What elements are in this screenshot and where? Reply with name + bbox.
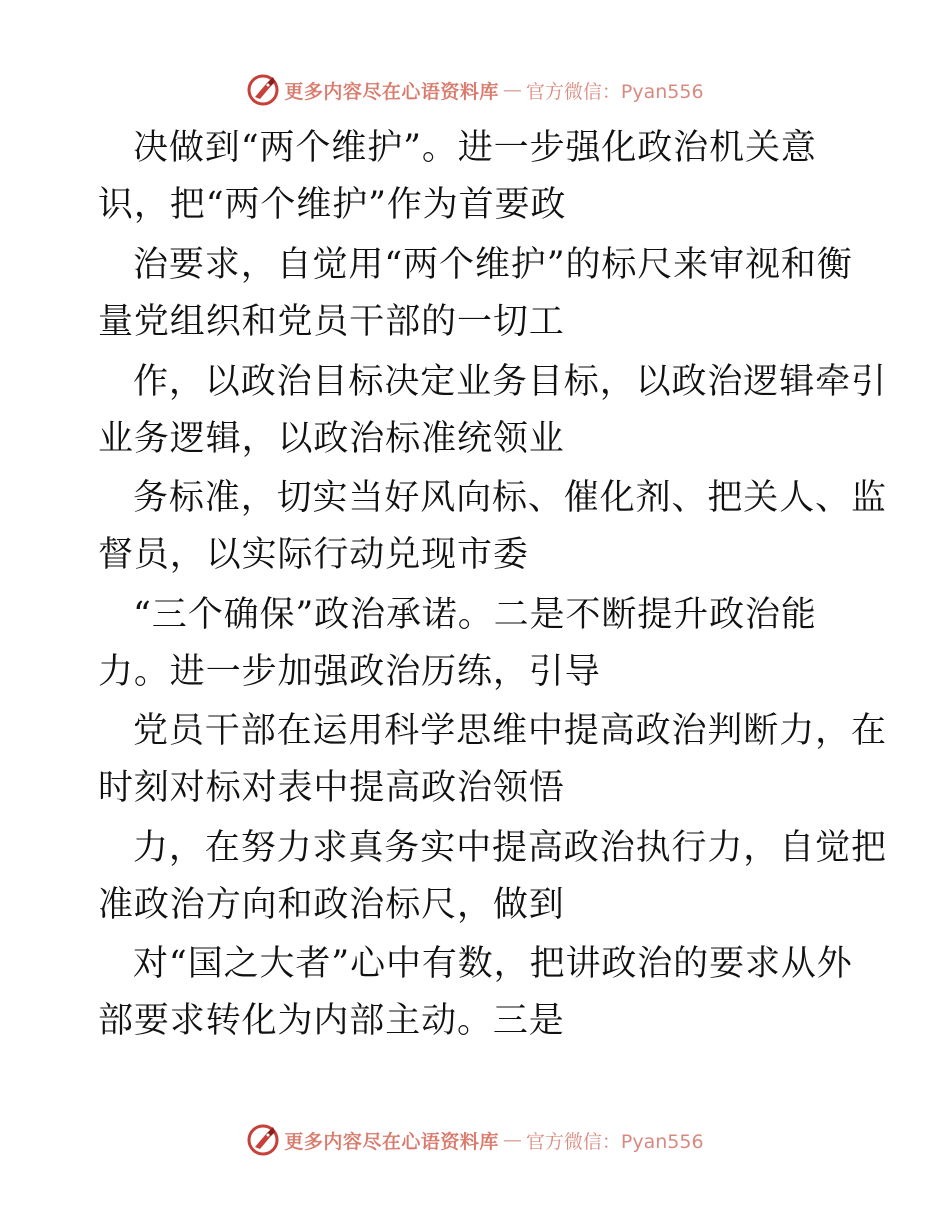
body-line: 务标准，切实当好风向标、催化剂、把关人、监 <box>133 478 887 518</box>
body-line: 决做到“两个维护”。进一步强化政治机关意 <box>133 128 817 168</box>
body-line: 时刻对标对表中提高政治领悟 <box>98 768 565 808</box>
body-line: 治要求，自觉用“两个维护”的标尺来审视和衡 <box>133 245 853 285</box>
footer-wechat-text: 官方微信：Pyan556 <box>525 1130 704 1153</box>
footer-banner-inner <box>246 1123 703 1157</box>
header-dash: — <box>502 79 522 101</box>
body-line: 业务逻辑，以政治标准统领业 <box>98 419 565 459</box>
body-line: 准政治方向和政治标尺，做到 <box>98 885 565 925</box>
footer-banner <box>0 1120 950 1160</box>
footer-dash: — <box>502 1129 522 1151</box>
header-wechat-text: 官方微信：Pyan556 <box>525 80 704 103</box>
body-line: 量党组织和党员干部的一切工 <box>98 302 565 342</box>
footer-site-text: 更多内容尽在心语资料库 <box>284 1130 499 1153</box>
body-line: 力。进一步加强政治历练，引导 <box>98 652 601 692</box>
body-line: 作，以政治目标决定业务目标，以政治逻辑牵引 <box>133 362 887 402</box>
header-site-text: 更多内容尽在心语资料库 <box>284 80 499 103</box>
body-line: 对“国之大者”心中有数，把讲政治的要求从外 <box>133 944 853 984</box>
body-line: 督员，以实际行动兑现市委 <box>98 535 529 575</box>
body-line: “三个确保”政治承诺。二是不断提升政治能 <box>133 595 817 635</box>
body-line: 识，把“两个维护”作为首要政 <box>98 185 567 225</box>
body-line: 党员干部在运用科学思维中提高政治判断力，在 <box>133 711 887 751</box>
body-line: 部要求转化为内部主动。三是 <box>98 1001 565 1041</box>
pen-nib-logo-icon <box>246 1123 280 1157</box>
body-line: 力，在努力求真务实中提高政治执行力，自觉把 <box>133 828 887 868</box>
